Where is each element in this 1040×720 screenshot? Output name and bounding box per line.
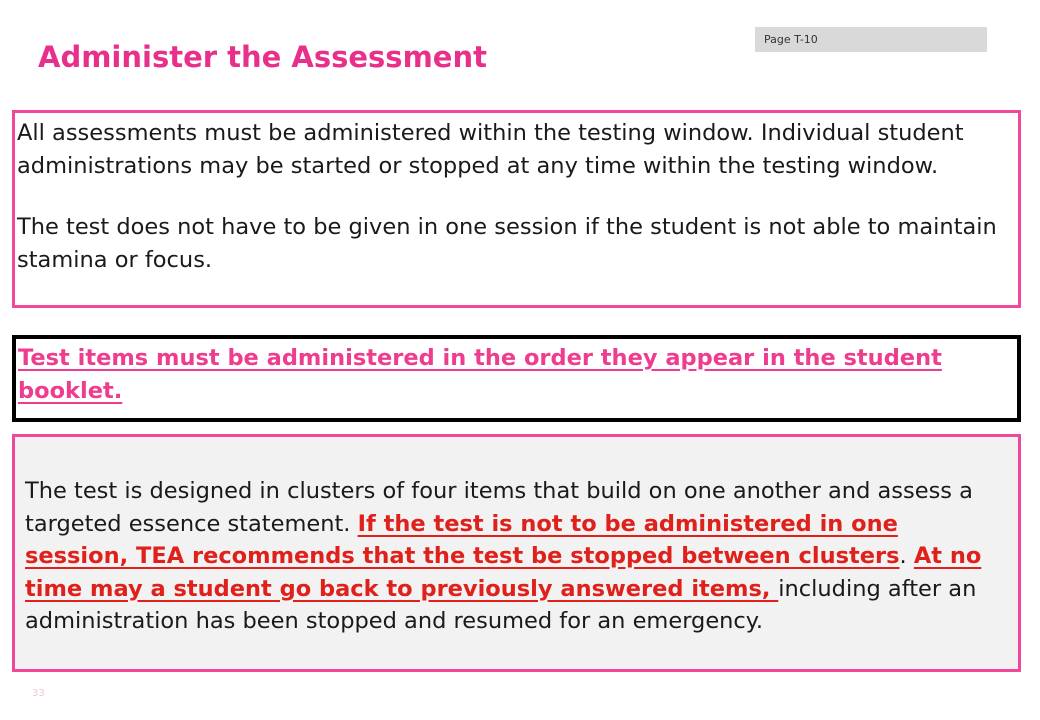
testing-window-box xyxy=(12,110,1021,308)
clusters-paragraph xyxy=(25,475,998,638)
clusters-closing-text: including after an administration has been stopped and resumed for an emergency. xyxy=(25,575,977,634)
no-going-back-warning: At no time may a student go back to previously answered items, xyxy=(25,543,982,602)
clusters-intro-text: The test is designed in clusters of four items that build on one another and assess a targeted essence statement. xyxy=(25,478,973,537)
session-paragraph: The test does not have to be given in one session if the student is not able to maintain stamina or focus. xyxy=(17,214,997,273)
page-tag: Page T-10 xyxy=(755,27,987,52)
slide-number: 33 xyxy=(32,688,45,699)
item-order-box xyxy=(12,335,1021,422)
clusters-period: . xyxy=(899,543,914,569)
testing-window-paragraph: All assessments must be administered within the testing window. Individual student administrations may be started or stopped at any time within the testing window. xyxy=(17,120,964,179)
clusters-recommendation: If the test is not to be administered in one session, TEA recommends that the test be stopped between clusters xyxy=(25,510,900,569)
clusters-box xyxy=(12,434,1021,672)
page-title: Administer the Assessment xyxy=(38,40,487,74)
item-order-notice: Test items must be administered in the order they appear in the student booklet. xyxy=(18,345,942,404)
